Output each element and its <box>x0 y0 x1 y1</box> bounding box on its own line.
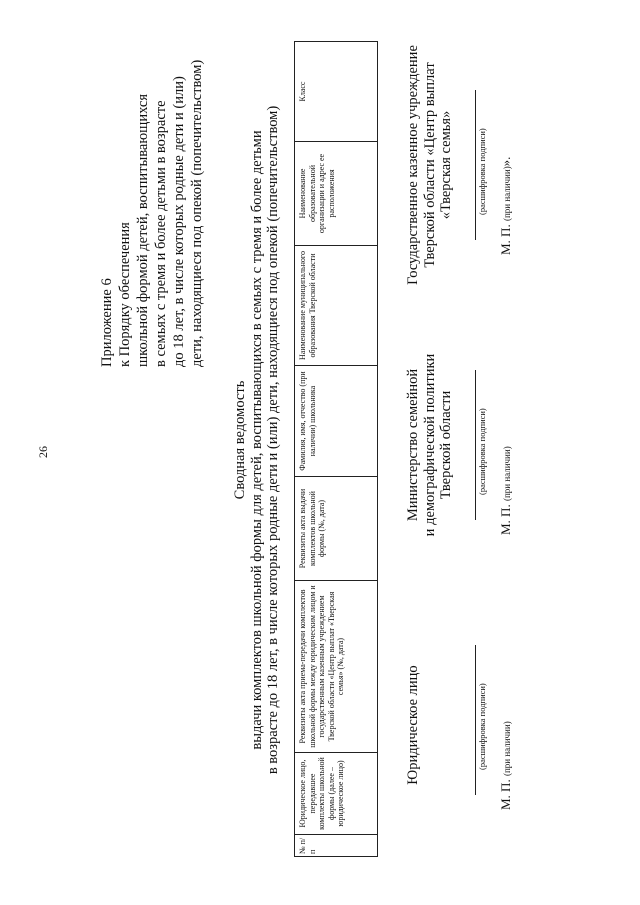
appendix-line: в семьях с тремя и более детьми в возрасте <box>153 100 169 367</box>
signature-caption: (расшифровка подписи) <box>477 408 487 495</box>
appendix-line: дети, находящиеся под опекой (попечительством) <box>189 59 205 367</box>
stamp-note: (при наличии) <box>502 721 512 777</box>
signature-org-line: Юридическое лицо <box>405 665 421 785</box>
stamp-place <box>498 721 514 810</box>
column-header-transfer-act: Реквизиты акта приема-передачи комплектов школьной формы между юридическим лицом и государственным казенным учреждением Тверской области «Центр выплат «Тверская семья» (№, дата) <box>295 581 378 753</box>
stamp-label: М. П. <box>498 504 513 535</box>
column-header-class: Класс <box>295 42 378 142</box>
title-line: Сводная ведомость <box>232 380 248 500</box>
column-header-legal-entity: Юридическое лицо, передавшее комплекты школьной формы (далее – юридическое лицо) <box>295 753 378 835</box>
stamp-place <box>498 157 514 255</box>
document-title <box>232 20 282 860</box>
column-header-school: Наименование образовательной организации и адрес ее расположения <box>295 142 378 246</box>
appendix-line: к Порядку обеспечения <box>117 222 133 367</box>
table-header-row <box>295 42 378 857</box>
page-number: 26 <box>36 446 50 458</box>
signature-block-ministry <box>405 310 455 580</box>
stamp-place <box>498 446 514 535</box>
column-header-number: № п/п <box>295 835 378 857</box>
column-header-municipality: Наименование муниципального образования Тверской области <box>295 246 378 366</box>
stamp-closing-quote: ». <box>498 156 513 167</box>
signature-org-line: и демографической политики <box>421 353 438 537</box>
title-line: в возрасте до 18 лет, в числе которых родные дети и (или) дети, находящиеся под опекой (попечительством) <box>265 105 281 775</box>
signature-org-line: Министерство семейной <box>405 368 421 522</box>
appendix-line: до 18 лет, в числе которых родные дети и (или) <box>171 76 187 367</box>
signature-org-line: «Тверская семья» <box>438 110 454 220</box>
appendix-line: школьной формой детей, воспитывающихся <box>135 93 151 367</box>
rotated-document <box>10 20 590 880</box>
signature-line <box>475 645 476 795</box>
signature-block-payment-center <box>405 30 455 300</box>
signature-org-line: Тверской области <box>438 390 454 500</box>
column-header-student-name: Фамилия, имя, отчество (при наличии) школьника <box>295 366 378 477</box>
signature-org-line: Тверской области «Центр выплат <box>421 62 438 268</box>
signature-line <box>475 90 476 240</box>
signature-org-line: Государственное казенное учреждение <box>405 45 421 285</box>
stamp-label: М. П. <box>498 224 513 255</box>
appendix-line: Приложение 6 <box>99 278 115 367</box>
title-line: выдачи комплектов школьной формы для детей, воспитывающихся в семьях с тремя и более детьми <box>248 130 265 750</box>
signature-block-legal-entity <box>405 600 422 850</box>
stamp-note: (при наличии) <box>502 166 512 222</box>
summary-table <box>294 41 378 857</box>
stamp-label: М. П. <box>498 779 513 810</box>
signature-caption: (расшифровка подписи) <box>477 683 487 770</box>
appendix-heading <box>98 37 206 367</box>
column-header-issue-act: Реквизиты акта выдачи комплектов школьной формы (№, дата) <box>295 477 378 581</box>
stamp-note: (при наличии) <box>502 446 512 502</box>
signature-line <box>475 370 476 520</box>
signature-caption: (расшифровка подписи) <box>477 128 487 215</box>
